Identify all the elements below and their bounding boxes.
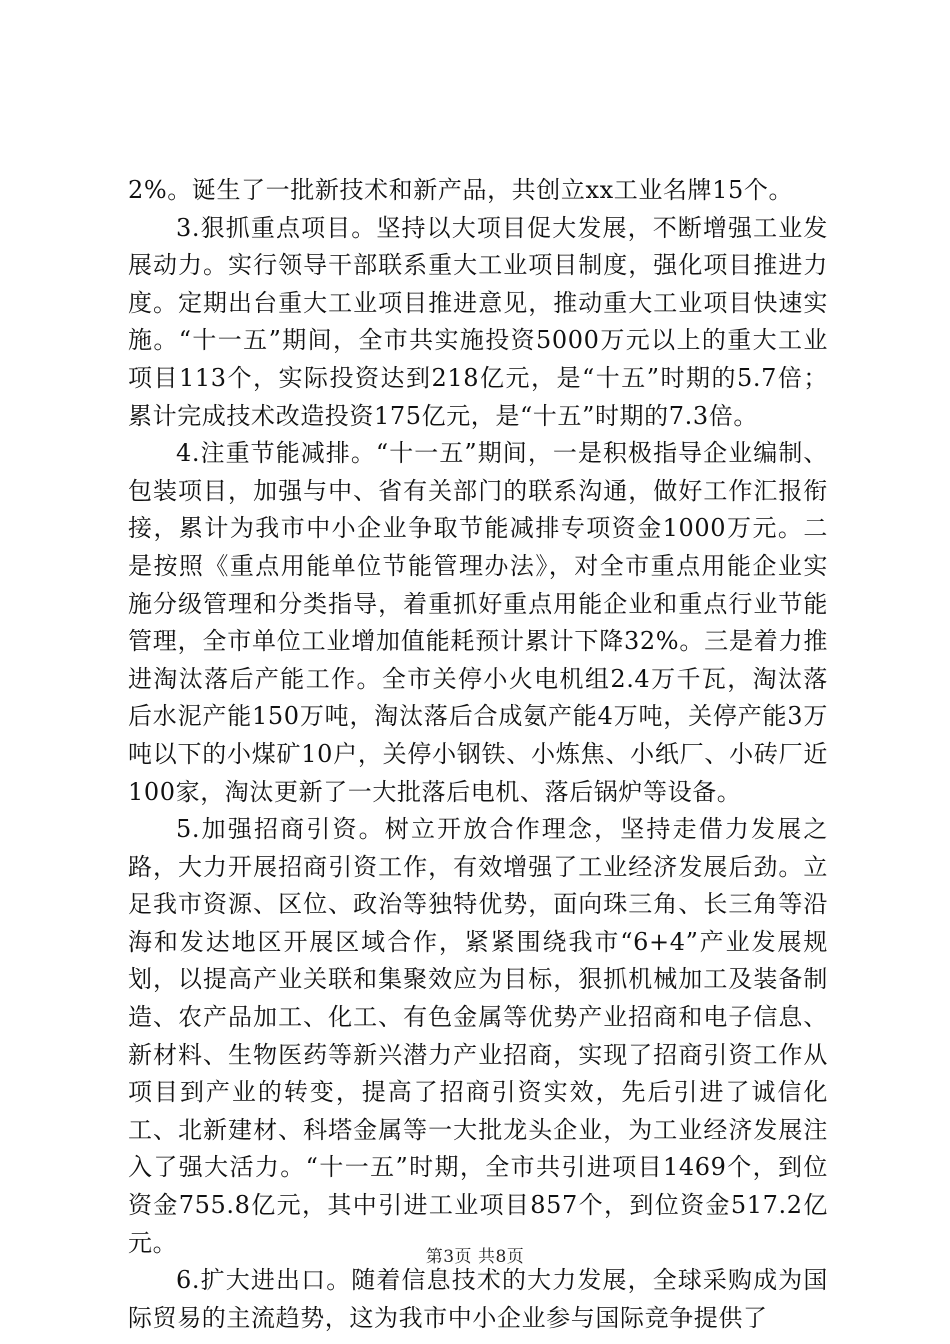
paragraph-import-export: 6.扩大进出口。随着信息技术的大力发展，全球采购成为国际贸易的主流趋势，这为我市中小企业参与国际竞争提供了 [128, 1266, 828, 1332]
paragraph-continuation: 2%。诞生了一批新技术和新产品，共创立xx工业名牌15个。 [128, 176, 794, 204]
document-body [128, 172, 828, 1337]
paragraph-energy-saving: 4.注重节能减排。“十一五”期间，一是积极指导企业编制、包装项目，加强与中、省有关部门的联系沟通，做好工作汇报衔接，累计为我市中小企业争取节能减排专项资金1000万元。二是按照《重点用能单位节能管理办法》，对全市重点用能企业实施分级管理和分类指导，着重抓好重点用能企业和重点行业节能管理，全市单位工业增加值能耗预计累计下降32%。三是着力推进淘汰落后产能工作。全市关停小火电机组2.4万千瓦，淘汰落后水泥产能150万吨，淘汰落后合成氨产能4万吨，关停产能3万吨以下的小煤矿10户，关停小钢铁、小炼焦、小纸厂、小砖厂近100家，淘汰更新了一大批落后电机、落后锅炉等设备。 [128, 439, 828, 806]
paragraph-investment-attraction: 5.加强招商引资。树立开放合作理念，坚持走借力发展之路，大力开展招商引资工作，有效增强了工业经济发展后劲。立足我市资源、区位、政治等独特优势，面向珠三角、长三角等沿海和发达地区开展区域合作，紧紧围绕我市“6+4”产业发展规划，以提高产业关联和集聚效应为目标，狠抓机械加工及装备制造、农产品加工、化工、有色金属等优势产业招商和电子信息、新材料、生物医药等新兴潜力产业招商，实现了招商引资工作从项目到产业的转变，提高了招商引资实效，先后引进了诚信化工、北新建材、科塔金属等一大批龙头企业，为工业经济发展注入了强大活力。“十一五”时期，全市共引进项目1469个，到位资金755.8亿元，其中引进工业项目857个，到位资金517.2亿元。 [128, 815, 828, 1257]
paragraph-key-projects: 3.狠抓重点项目。坚持以大项目促大发展，不断增强工业发展动力。实行领导干部联系重大工业项目制度，强化项目推进力度。定期出台重大工业项目推进意见，推动重大工业项目快速实施。“十一五”期间，全市共实施投资5000万元以上的重大工业项目113个，实际投资达到218亿元，是“十五”时期的5.7倍；累计完成技术改造投资175亿元，是“十五”时期的7.3倍。 [128, 213, 828, 430]
page-number-footer: 第3页 共8页 [425, 1247, 525, 1267]
